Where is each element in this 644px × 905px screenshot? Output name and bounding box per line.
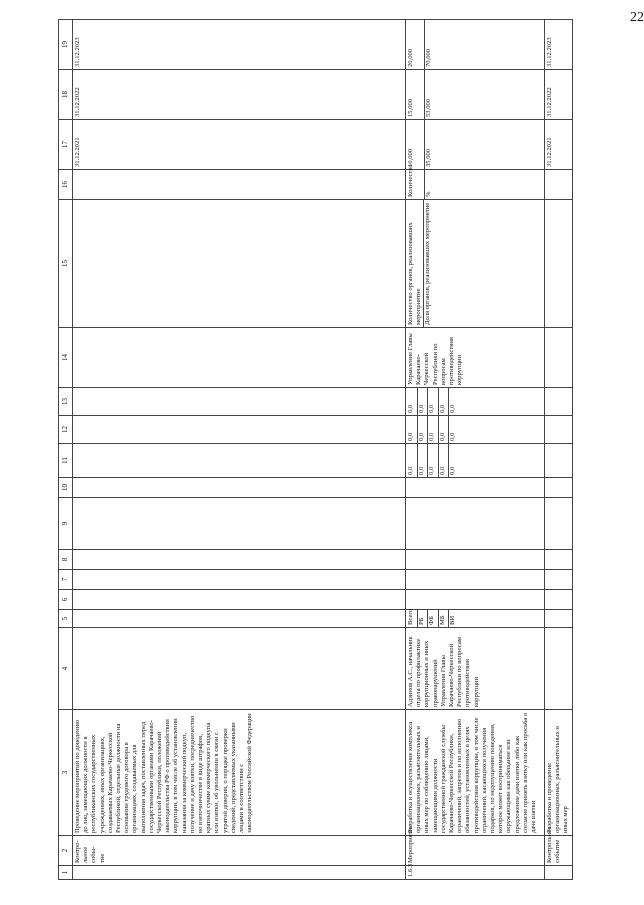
- header-cell: 5: [59, 610, 73, 628]
- cell-empty: [73, 610, 406, 628]
- header-cell: 1: [59, 866, 73, 880]
- cell-description: Проведение мероприятий по доведению до лиц, замещающих должности в республиканских государственных учреждениях, иных организациях, создаваемых Карачаево-Черкесской Республикой, отдельные должности на основании трудового договора в организациях, создаваемых для выполнения задач, поставленных перед государственными органами Карачаево-Черкесской Республики, положений законодательства РФ о противодействии коррупции, в том числе об установлении наказания за коммерческий подкуп, получение и дачу взятки, посредничество во взяточничестве в виде штрафов, кратных сумме коммерческого подкупа или взятки, об увольнении в связи с утратой доверия, о порядке проверки сведений, представляемых указанными лицами в соответствии с законодательством Российской Федерации: [73, 710, 406, 836]
- cell-empty: [545, 550, 573, 570]
- header-cell: 16: [59, 170, 73, 200]
- indicator-value: 15,000: [407, 70, 425, 119]
- cell-empty: [545, 416, 573, 444]
- cell-units: [406, 164, 545, 200]
- page-number: 22: [630, 10, 644, 25]
- amount-value: 0,0: [407, 416, 418, 443]
- header-cell: 3: [59, 710, 73, 836]
- amount-value: 0,0: [439, 388, 450, 415]
- amount-value: 0,0: [449, 404, 456, 413]
- cell-empty: [73, 478, 406, 498]
- amount-value: 0,0: [418, 388, 429, 415]
- indicator-value: 70,000: [425, 48, 432, 67]
- amount-value: 0,0: [407, 444, 418, 477]
- indicator-value: 35,000: [425, 148, 432, 167]
- cell-empty: [73, 388, 406, 416]
- unit-label: Количество: [407, 170, 425, 199]
- cell-funding-sources: [406, 610, 545, 628]
- cell-number: 1.6.3: [406, 866, 545, 880]
- cell-amounts: [406, 416, 545, 444]
- plan-table: [58, 19, 573, 880]
- table-row-control-event-2: [545, 20, 573, 880]
- indicator-value: 20,000: [407, 20, 425, 69]
- unit-label: %: [425, 191, 432, 197]
- amount-value: 0,0: [418, 416, 429, 443]
- funding-source: Всего: [407, 610, 418, 627]
- cell-empty: [545, 170, 573, 200]
- cell-number: [73, 866, 406, 880]
- cell-description: Разработка и осуществление комплекса организационных, разъяснительных и иных мер по соблюдению лицами, замещающими должности государственной гражданской службы Карачаево-Черкесской Республики, ограничений, запретов и по исполнению обязанностей, установленных в целях противодействия коррупции, в том числе ограничений, касающихся получения подарков, по недопущению поведения, которое может восприниматься окружающими как обещание или предложение дачи взятки либо как согласие принять взятку или как просьба о даче взятки: [406, 710, 545, 836]
- cell-empty: [406, 478, 545, 498]
- cell-empty: [73, 200, 406, 328]
- cell-empty: [545, 628, 573, 710]
- cell-empty: [73, 590, 406, 610]
- cell-responsible: Адзинов А.С., начальник отдела по профилактике коррупционных и иных правонарушений Управления Главы Карачаево-Черкесской Республики по вопросам противодействия коррупции: [406, 628, 545, 710]
- cell-date-2022: 31.12.2022: [545, 70, 573, 120]
- funding-source: ФБ: [428, 610, 439, 627]
- header-cell: 15: [59, 200, 73, 328]
- indicator-value: 10,000: [407, 120, 425, 169]
- cell-number: [545, 866, 573, 880]
- cell-type: Контрольное событие: [545, 836, 573, 866]
- amount-value: 0,0: [439, 416, 450, 443]
- cell-values-2021: [406, 120, 545, 170]
- header-cell: 4: [59, 628, 73, 710]
- header-cell: 12: [59, 416, 73, 444]
- cell-empty: [73, 328, 406, 388]
- cell-empty: [406, 590, 545, 610]
- cell-amounts: [406, 444, 545, 478]
- cell-date-2023: 31.12.2023: [73, 20, 406, 70]
- funding-source: РБ: [418, 610, 429, 627]
- cell-date-2022: 31.12.2022: [73, 70, 406, 120]
- rotated-table-container: [58, 20, 570, 880]
- header-row: [59, 20, 73, 880]
- header-cell: 6: [59, 590, 73, 610]
- cell-empty: [545, 200, 573, 328]
- cell-responsible: [73, 628, 406, 710]
- cell-empty: [73, 570, 406, 590]
- amount-value: 0,0: [449, 466, 456, 475]
- cell-empty: [73, 416, 406, 444]
- cell-empty: [545, 570, 573, 590]
- header-cell: 8: [59, 550, 73, 570]
- cell-empty: [73, 444, 406, 478]
- cell-empty: [545, 444, 573, 478]
- cell-values-2023: [406, 20, 545, 70]
- funding-source: МБ: [439, 610, 450, 627]
- header-cell: 18: [59, 70, 73, 120]
- cell-description: Разработка и проведение организационных, разъяснительных и иных мер: [545, 710, 573, 836]
- table-row-measure-1-6-3: [406, 20, 545, 880]
- amount-value: 0,0: [428, 416, 439, 443]
- header-cell: 9: [59, 498, 73, 550]
- cell-empty: [545, 610, 573, 628]
- cell-indicators: [406, 200, 545, 328]
- cell-empty: [73, 170, 406, 200]
- cell-type: Мероприятие: [406, 836, 545, 866]
- cell-empty: [73, 498, 406, 550]
- amount-value: 0,0: [449, 432, 456, 441]
- cell-empty: [406, 498, 545, 550]
- cell-empty: [545, 478, 573, 498]
- indicator-value: 53,000: [425, 98, 432, 117]
- cell-empty: [73, 550, 406, 570]
- cell-date-2023: 31.12.2023: [545, 20, 573, 70]
- amount-value: 0,0: [418, 444, 429, 477]
- amount-value: 0,0: [407, 388, 418, 415]
- cell-date-2021: 31.12.2021: [73, 120, 406, 170]
- header-cell: 2: [59, 836, 73, 866]
- indicator-name: Доля органов, реализовавших мероприятие: [424, 202, 432, 325]
- cell-amounts: [406, 388, 545, 416]
- amount-value: 0,0: [428, 388, 439, 415]
- cell-empty: [545, 590, 573, 610]
- cell-empty: [406, 570, 545, 590]
- header-cell: 13: [59, 388, 73, 416]
- amount-value: 0,0: [428, 444, 439, 477]
- cell-empty: [545, 388, 573, 416]
- cell-executor: Управление Главы Карачаево-Черкесской Республики по вопросам противодействия коррупции: [406, 328, 545, 388]
- amount-value: 0,0: [439, 444, 450, 477]
- cell-empty: [545, 328, 573, 388]
- cell-type: Контро-льное собы-тие: [73, 836, 406, 866]
- funding-source: ВИ: [449, 615, 456, 625]
- header-cell: 7: [59, 570, 73, 590]
- cell-date-2021: 31.12.2021: [545, 120, 573, 170]
- indicator-name: Количество органов, реализовавших мероприятие: [407, 200, 424, 327]
- cell-values-2022: [406, 70, 545, 120]
- header-cell: 10: [59, 478, 73, 498]
- cell-empty: [406, 550, 545, 570]
- table-row-control-event-1: [73, 20, 406, 880]
- header-cell: 11: [59, 444, 73, 478]
- cell-empty: [545, 498, 573, 550]
- header-cell: 17: [59, 120, 73, 170]
- header-cell: 14: [59, 328, 73, 388]
- header-cell: 19: [59, 20, 73, 70]
